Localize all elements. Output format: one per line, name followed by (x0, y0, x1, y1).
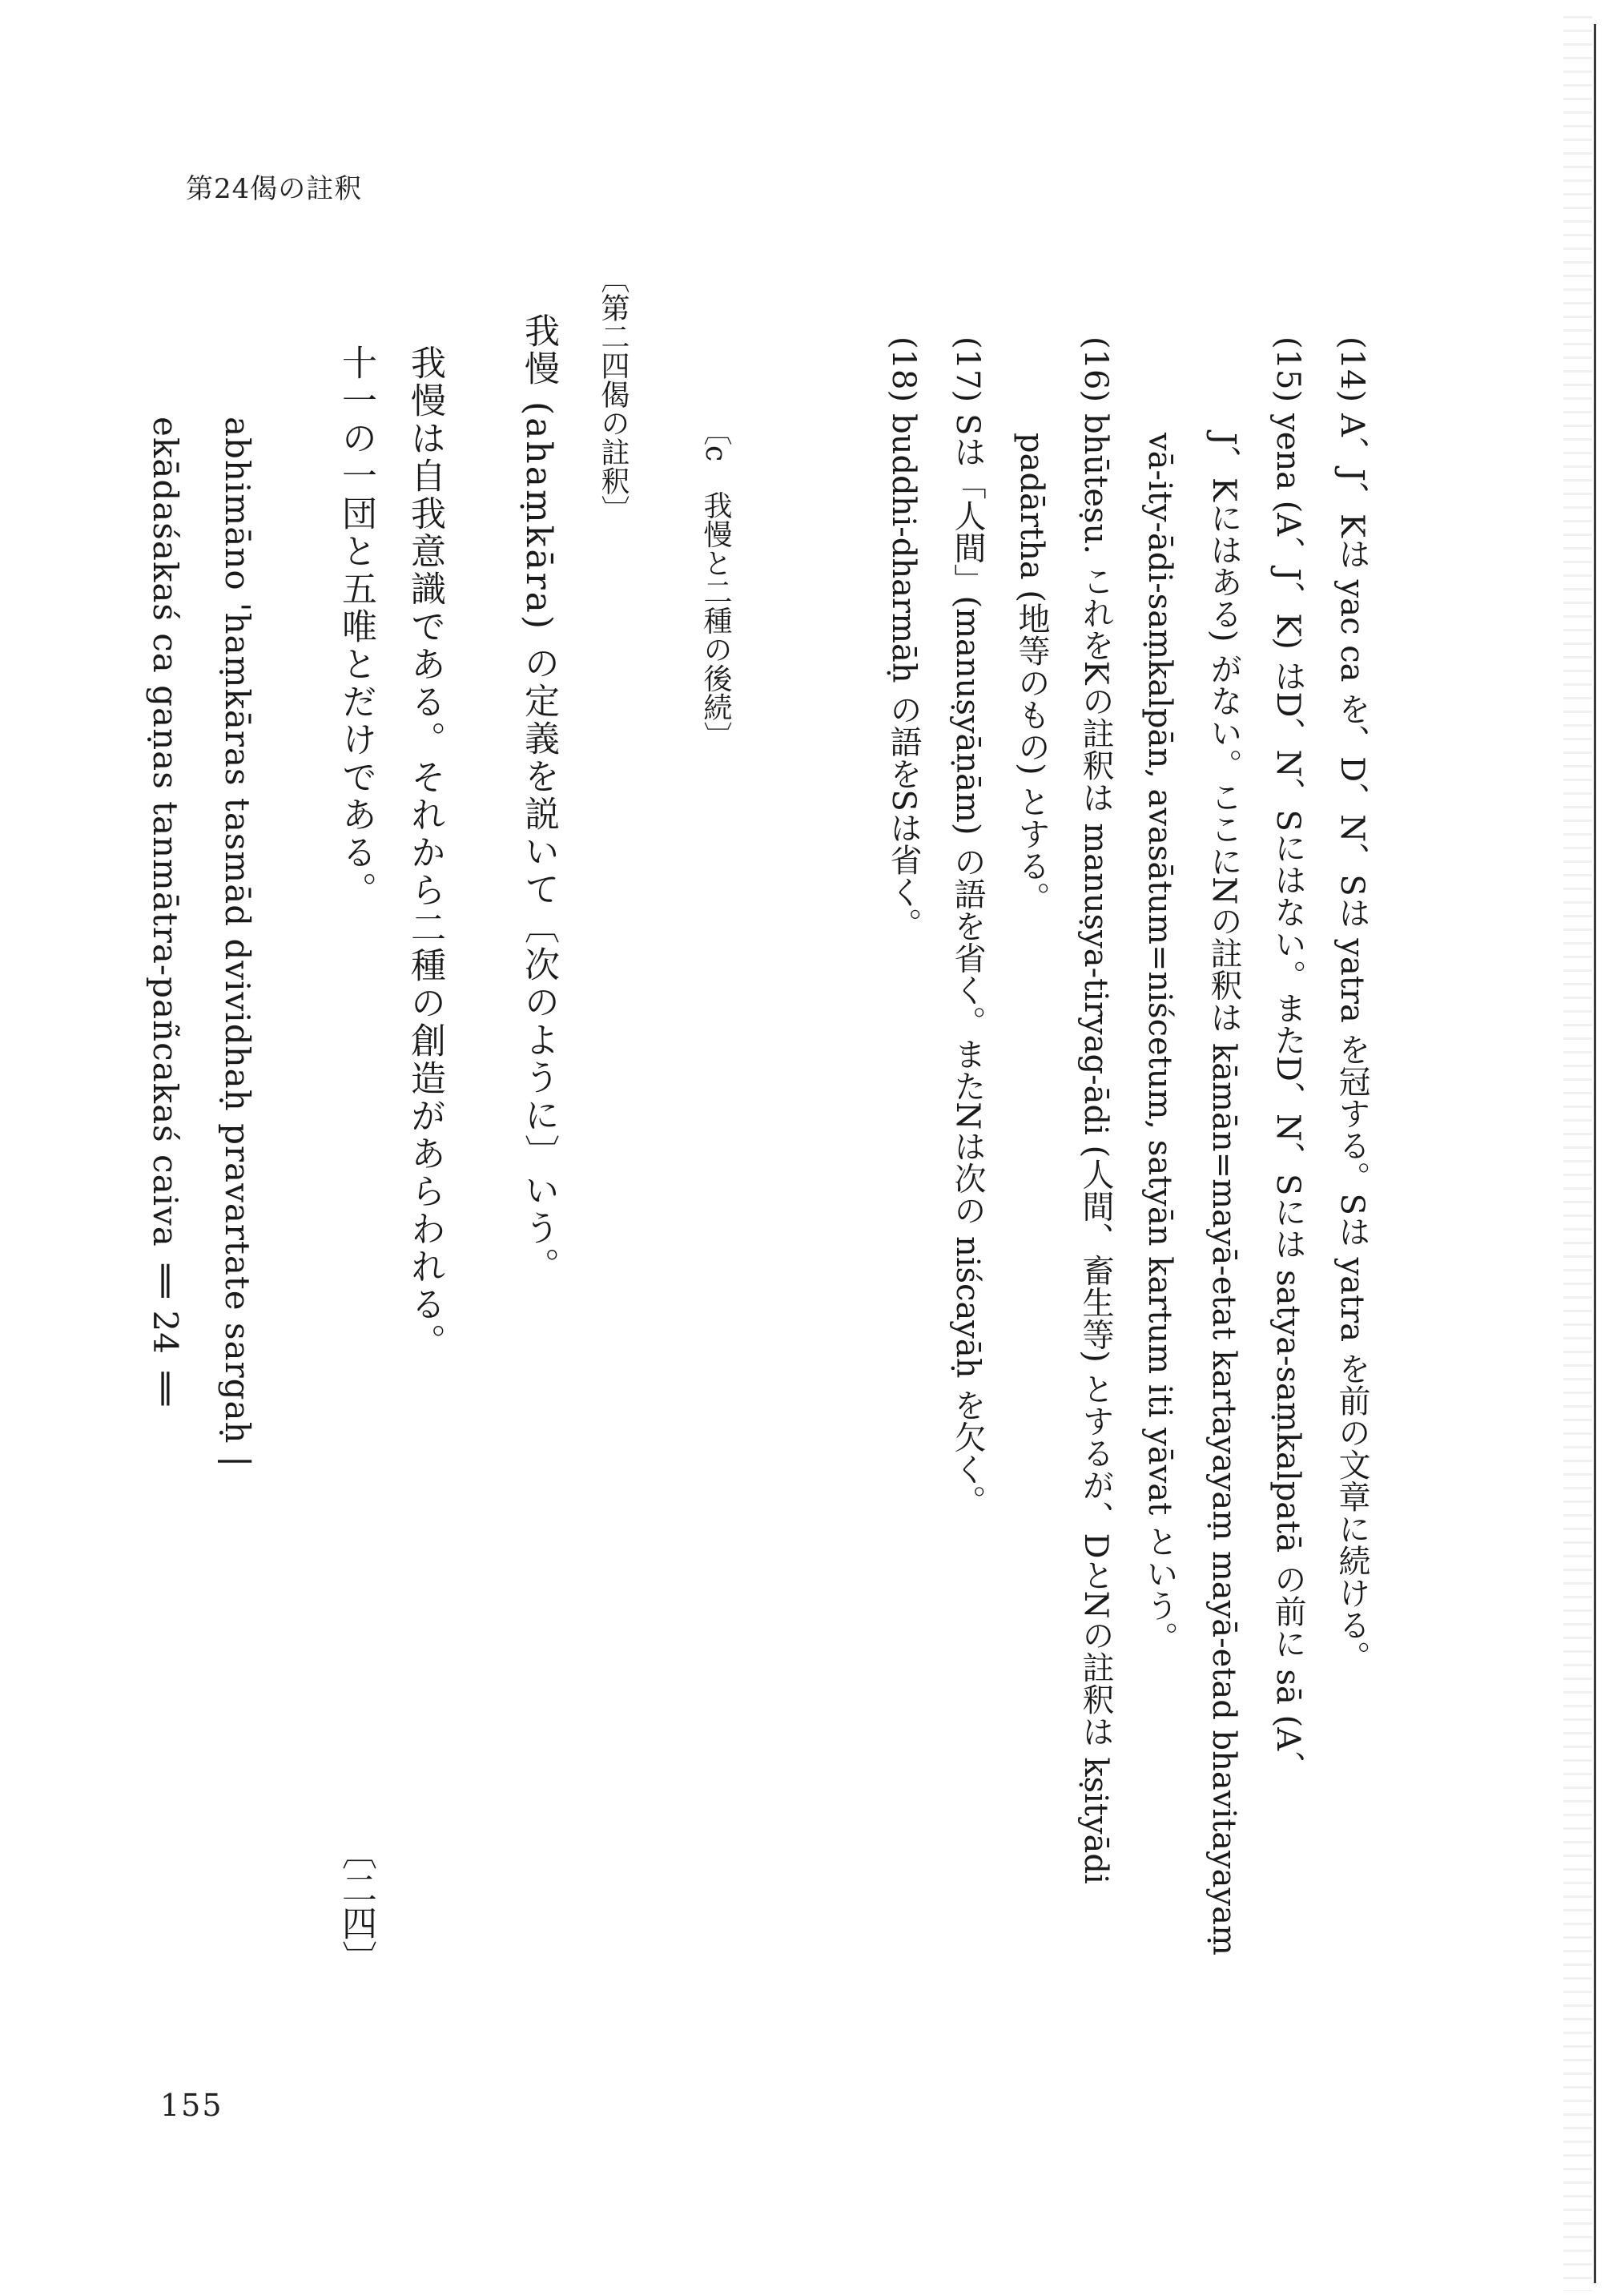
note-15-cont-2 (1141, 433, 1178, 1654)
note-15 (1269, 336, 1306, 1783)
note-text: buddhi-dharmāḥ の語をSは省く。 (885, 413, 922, 940)
note-18 (885, 336, 922, 940)
page-number: 155 (160, 2088, 223, 2123)
note-text: yena (A、J、K) はD、N、Sにはない。またD、N、Sには satya-saṃkalpatā の前に sā (A、 (1269, 413, 1306, 1783)
note-number: (15) (1269, 336, 1306, 403)
note-16-cont (1013, 433, 1050, 914)
verse-number-label: 〔二四〕 (336, 1835, 376, 1976)
binding-rule (1594, 24, 1596, 2283)
verse-line-1: abhimāno 'haṃkāras tasmād dvividhaḥ pravartate sargaḥ | (218, 417, 257, 1468)
note-text: bhūteṣu. これをKの註釈は manuṣya-tiryag-ādi (人間、畜生等) とするが、DとNの註釈は kṣityādi (1077, 413, 1114, 1884)
note-number: (16) (1077, 336, 1114, 403)
note-number: (14) (1333, 336, 1370, 403)
section-heading: 〔c 我慢と二種の後続〕 (699, 417, 732, 751)
note-text: padārtha (地等のもの) とする。 (1013, 433, 1050, 914)
verse-heading: 〔第二四偈の註釈〕 (597, 264, 629, 524)
verse-line-2: ekādaśakaś ca gaṇas tanmātra-pañcakaś caiva ‖ 24 ‖ (146, 417, 185, 1407)
body-line-eleven: 十一の一団と五唯とだけである。 (336, 344, 376, 909)
note-14 (1333, 336, 1370, 1673)
note-16 (1077, 336, 1114, 1884)
note-17 (949, 336, 986, 1517)
note-text: vā-ity-ādi-saṃkalpān, avasātum=niścetum, satyān kartum iti yāvat という。 (1141, 433, 1178, 1654)
binding-edge (1563, 16, 1592, 2291)
body-line-definition: 我慢 (ahaṃkāra) の定義を説いて〔次のように〕いう。 (518, 312, 559, 1285)
note-text: Sは「人間」(manuṣyāṇām) の語を省く。またNは次の niścayāḥ を欠く。 (949, 413, 986, 1517)
note-number: (18) (885, 336, 922, 403)
note-text: A、J、Kは yac ca を、D、N、Sは yatra を冠する。Sは yatra を前の文章に続ける。 (1333, 413, 1370, 1673)
note-15-cont-1 (1205, 433, 1242, 1956)
body-line-ahamkara: 我慢は自我意識である。それから二種の創造があらわれる。 (404, 344, 445, 1361)
note-number: (17) (949, 336, 986, 403)
running-head: 第24偈の註釈 (186, 173, 363, 205)
note-text: J、Kにはある) がない。ここにNの註釈は kāmān=mayā-etat kartayayaṃ mayā-etad bhavitayayaṃ (1205, 433, 1242, 1956)
